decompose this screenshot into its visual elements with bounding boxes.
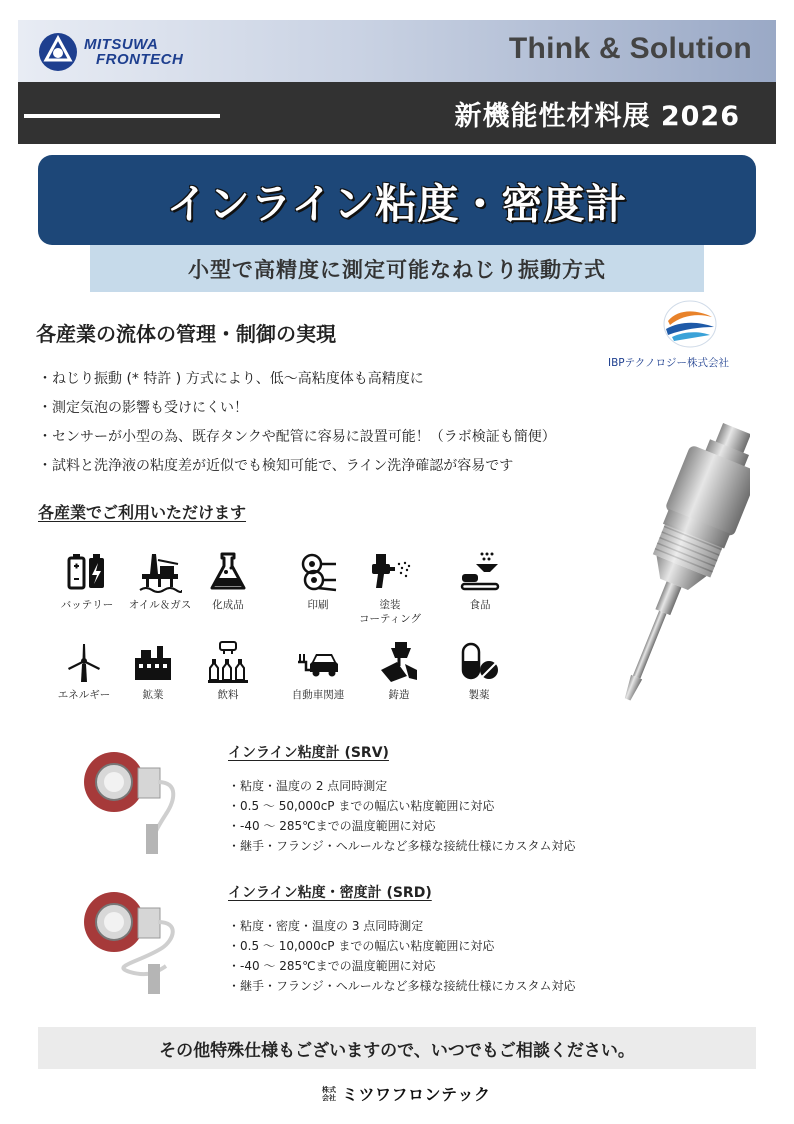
industry-label: 印刷 (307, 599, 329, 611)
spec-item: ・継手・フランジ・ヘルールなど多様な接続仕様にカスタム対応 (228, 979, 576, 993)
casting-icon (377, 640, 421, 684)
industry-label: 化成品 (212, 599, 244, 611)
industry-label: バッテリー (60, 599, 114, 611)
product-spec-list (228, 778, 575, 858)
industry-label: 食品 (469, 599, 491, 611)
mitsuwa-logo-icon (38, 32, 78, 72)
feature-item: ・ねじり振動 (* 特許 ) 方式により、低～高粘度体も高精度に (38, 371, 424, 387)
industry-pharma (429, 640, 529, 702)
feature-item: ・測定気泡の影響も受けにくい！ (38, 400, 248, 416)
feature-item: ・試料と洗浄液の粘度差が近似でも検知可能で、ライン洗浄確認が容易です (38, 458, 514, 474)
oil-rig-icon (138, 550, 182, 594)
industry-coating (340, 550, 440, 626)
industry-label: 飲料 (217, 689, 239, 701)
industry-label: 鉱業 (142, 689, 164, 701)
paper-roll-icon (296, 550, 340, 594)
industry-chemicals (178, 550, 278, 612)
spec-item: ・-40 ～ 285℃までの温度範囲に対応 (228, 819, 436, 833)
partner-logo (600, 295, 760, 375)
subtitle: 小型で高精度に測定可能なねじり振動方式 (188, 257, 606, 282)
spec-item: ・0.5 ～ 10,000cP までの幅広い粘度範囲に対応 (228, 939, 495, 953)
industry-label: 製薬 (468, 689, 490, 701)
company-name: ミツワフロンテック (342, 1085, 491, 1104)
battery-icon (65, 550, 109, 594)
spec-item: ・継手・フランジ・ヘルールなど多様な接続仕様にカスタム対応 (228, 839, 576, 853)
partner-name: IBPテクノロジー株式会社 (608, 357, 730, 369)
section-heading: 各産業の流体の管理・制御の実現 (36, 322, 336, 346)
company-logo (38, 32, 183, 72)
product-name: インライン粘度計 (SRV) (228, 745, 389, 761)
wind-turbine-icon (62, 640, 106, 684)
header-banner (18, 20, 776, 144)
main-title-box (38, 155, 756, 245)
product-name: インライン粘度・密度計 (SRD) (228, 885, 432, 901)
industry-label: 塗装 コーティング (359, 599, 421, 625)
logo-line1: MITSUWA (84, 36, 159, 53)
srd-device-photo (70, 882, 210, 1002)
industry-label: エネルギー (57, 689, 111, 701)
spec-item: ・-40 ～ 285℃までの温度範囲に対応 (228, 959, 436, 973)
industries-heading: 各産業でご利用いただけます (38, 503, 247, 522)
bottles-icon (206, 640, 250, 684)
spec-item: ・粘度・温度の 2 点同時測定 (228, 779, 388, 793)
pill-icon (457, 640, 501, 684)
spec-item: ・粘度・密度・温度の 3 点同時測定 (228, 919, 424, 933)
footer-note: その他特殊仕様もございますので、いつでもご相談ください。 (159, 1040, 635, 1061)
feature-list (38, 368, 598, 484)
expo-title: 新機能性材料展 2026 (454, 101, 740, 132)
sensor-photo (560, 415, 750, 715)
logo-line2: FRONTECH (96, 51, 184, 68)
tagline: Think & Solution (508, 32, 752, 65)
company-prefix-line2: 会社 (322, 1093, 336, 1102)
industry-label: 鋳造 (388, 689, 410, 701)
subtitle-box (90, 245, 704, 292)
product-srv (60, 742, 760, 862)
product-srd (60, 882, 760, 1002)
ibp-wave-logo-icon (662, 299, 718, 349)
feature-item: ・センサーが小型の為、既存タンクや配管に容易に設置可能！（ラボ検証も簡便） (38, 429, 556, 445)
food-conveyor-icon (458, 550, 502, 594)
product-spec-list (228, 918, 575, 998)
spray-gun-icon (368, 550, 412, 594)
company-prefix-line1: 株式 (322, 1085, 336, 1094)
industry-label: 自動車関連 (291, 689, 345, 701)
header-divider-line (24, 114, 220, 118)
car-icon (296, 640, 340, 684)
main-title: インライン粘度・密度計 (166, 179, 628, 228)
industry-label: オイル＆ガス (128, 599, 192, 611)
footer-note-box (38, 1027, 756, 1069)
flask-icon (206, 550, 250, 594)
industry-food (430, 550, 530, 612)
industry-beverage (178, 640, 278, 702)
srv-device-photo (70, 742, 210, 862)
company-signature (322, 1082, 491, 1105)
mining-icon (131, 640, 175, 684)
spec-item: ・0.5 ～ 50,000cP までの幅広い粘度範囲に対応 (228, 799, 495, 813)
